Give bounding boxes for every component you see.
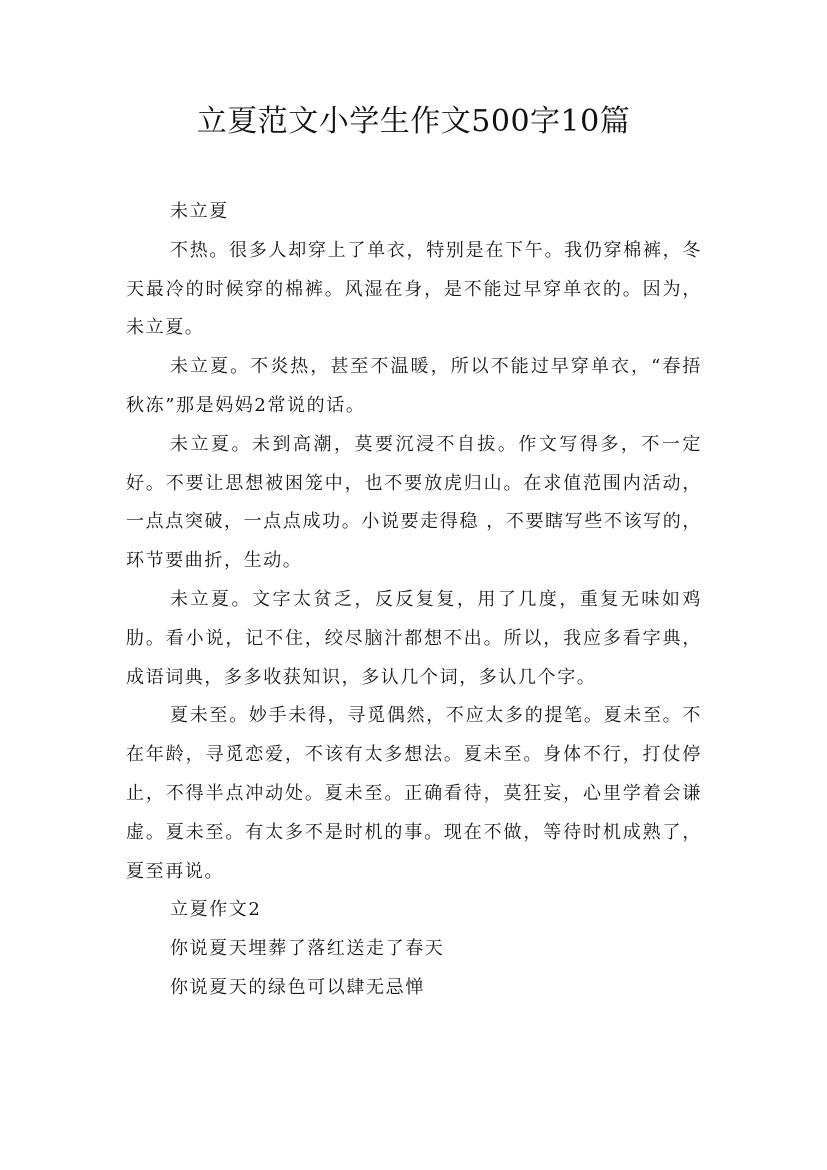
poem-line: 你说夏天的绿色可以肆无忌惮 bbox=[170, 976, 425, 998]
paragraph: 不热。很多人却穿上了单衣，特别是在下午。我仍穿棉裤，冬天最冷的时候穿的棉裤。风湿在身，是不能过早穿单衣的。因为，未立夏。 bbox=[126, 239, 702, 339]
paragraph: 未立夏。未到高潮，莫要沉浸不自拔。作文写得多，不一定好。不要让思想被困笼中，也不要放虎归山。在求值范围内活动，一点点突破，一点点成功。小说要走得稳 ，不要瞎写些不该写的，环节要曲折，生动。 bbox=[126, 433, 702, 572]
document-title: 立夏范文小学生作文500字10篇 bbox=[196, 104, 631, 139]
paragraph-heading-2: 立夏作文2 bbox=[170, 899, 262, 921]
paragraph: 未立夏。不炎热，甚至不温暖，所以不能过早穿单衣，“春捂秋冻”那是妈妈2常说的话。 bbox=[126, 356, 702, 416]
poem-line: 你说夏天埋葬了落红送走了春天 bbox=[170, 938, 445, 960]
paragraph: 未立夏。文字太贫乏，反反复复，用了几度，重复无味如鸡肋。看小说，记不住，绞尽脑汁都想不出。所以，我应多看字典，成语词典，多多收获知识，多认几个词，多认几个字。 bbox=[126, 588, 702, 688]
document-body bbox=[126, 193, 702, 1008]
paragraph-heading-1: 未立夏 bbox=[170, 201, 229, 222]
paragraph: 夏未至。妙手未得，寻觅偶然，不应太多的提笔。夏未至。不在年龄，寻觅恋爱，不该有太多想法。夏未至。身体不行，打仗停止，不得半点冲动处。夏未至。正确看待，莫狂妄，心里学着会谦虚。夏未至。有太多不是时机的事。现在不做，等待时机成熟了，夏至再说。 bbox=[126, 705, 702, 882]
